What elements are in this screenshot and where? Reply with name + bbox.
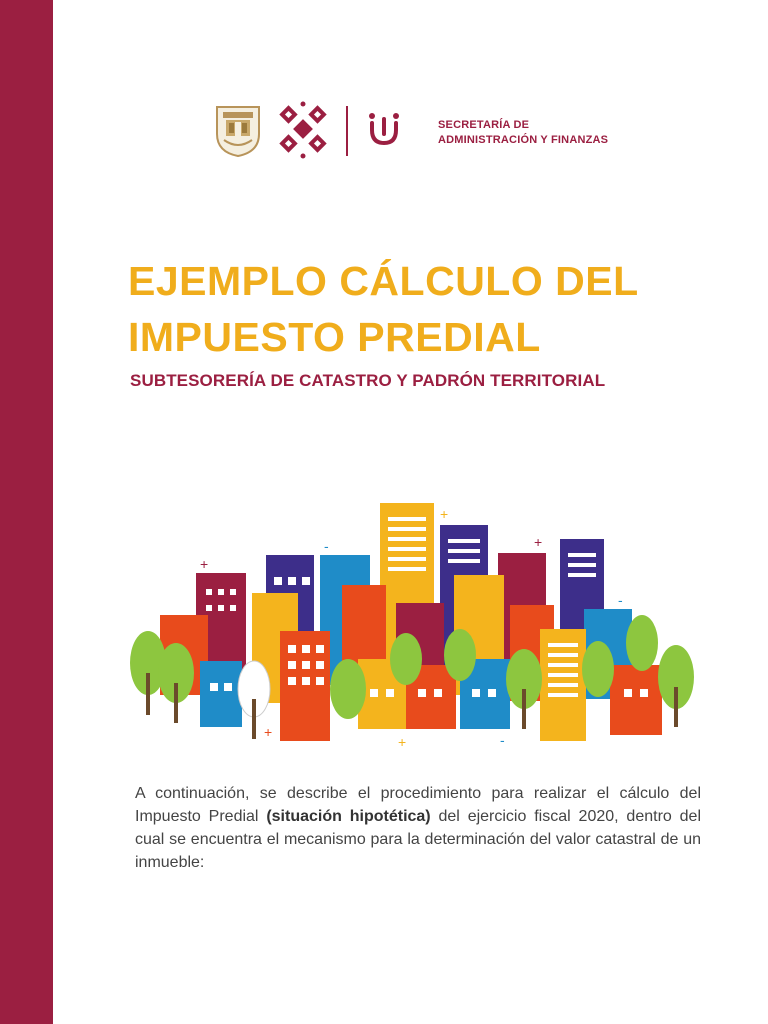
- intro-text-bold: (situación hipotética): [266, 808, 431, 825]
- cdmx-coat-of-arms-icon: [214, 104, 262, 158]
- intro-text-before: A continuación, se describe el procedimiento para realizar el cálculo del Impuesto Predial: [135, 785, 701, 825]
- svg-text:-: -: [500, 732, 505, 748]
- logo-divider: [346, 106, 348, 156]
- city-illustration: [120, 493, 710, 751]
- intro-paragraph: [135, 782, 701, 874]
- svg-text:+: +: [534, 534, 543, 550]
- svg-text:-: -: [618, 592, 623, 608]
- agency-name-line2: ADMINISTRACIÓN Y FINANZAS: [438, 134, 609, 146]
- page-subtitle: SUBTESORERÍA DE CATASTRO Y PADRÓN TERRITORIAL: [130, 371, 606, 390]
- svg-text:+: +: [200, 556, 209, 572]
- svg-text:+: +: [440, 506, 449, 522]
- header-logos: [214, 100, 634, 162]
- title-line2: IMPUESTO PREDIAL: [128, 314, 541, 360]
- side-bar: [0, 0, 53, 1024]
- saf-logo-icon: [364, 110, 404, 150]
- svg-text:+: +: [264, 724, 273, 740]
- intro-text-after: del ejercicio fiscal 2020, dentro del cual se encuentra el mecanismo para la determinación del valor catastral de un inmueble:: [135, 808, 701, 871]
- svg-text:+: +: [398, 734, 407, 750]
- page-title: [128, 253, 639, 365]
- agency-name: [438, 118, 608, 148]
- agency-name-line1: SECRETARÍA DE: [438, 119, 530, 131]
- svg-text:-: -: [324, 538, 329, 554]
- title-line1: EJEMPLO CÁLCULO DEL: [128, 258, 639, 304]
- cdmx-logo-icon: [274, 100, 332, 160]
